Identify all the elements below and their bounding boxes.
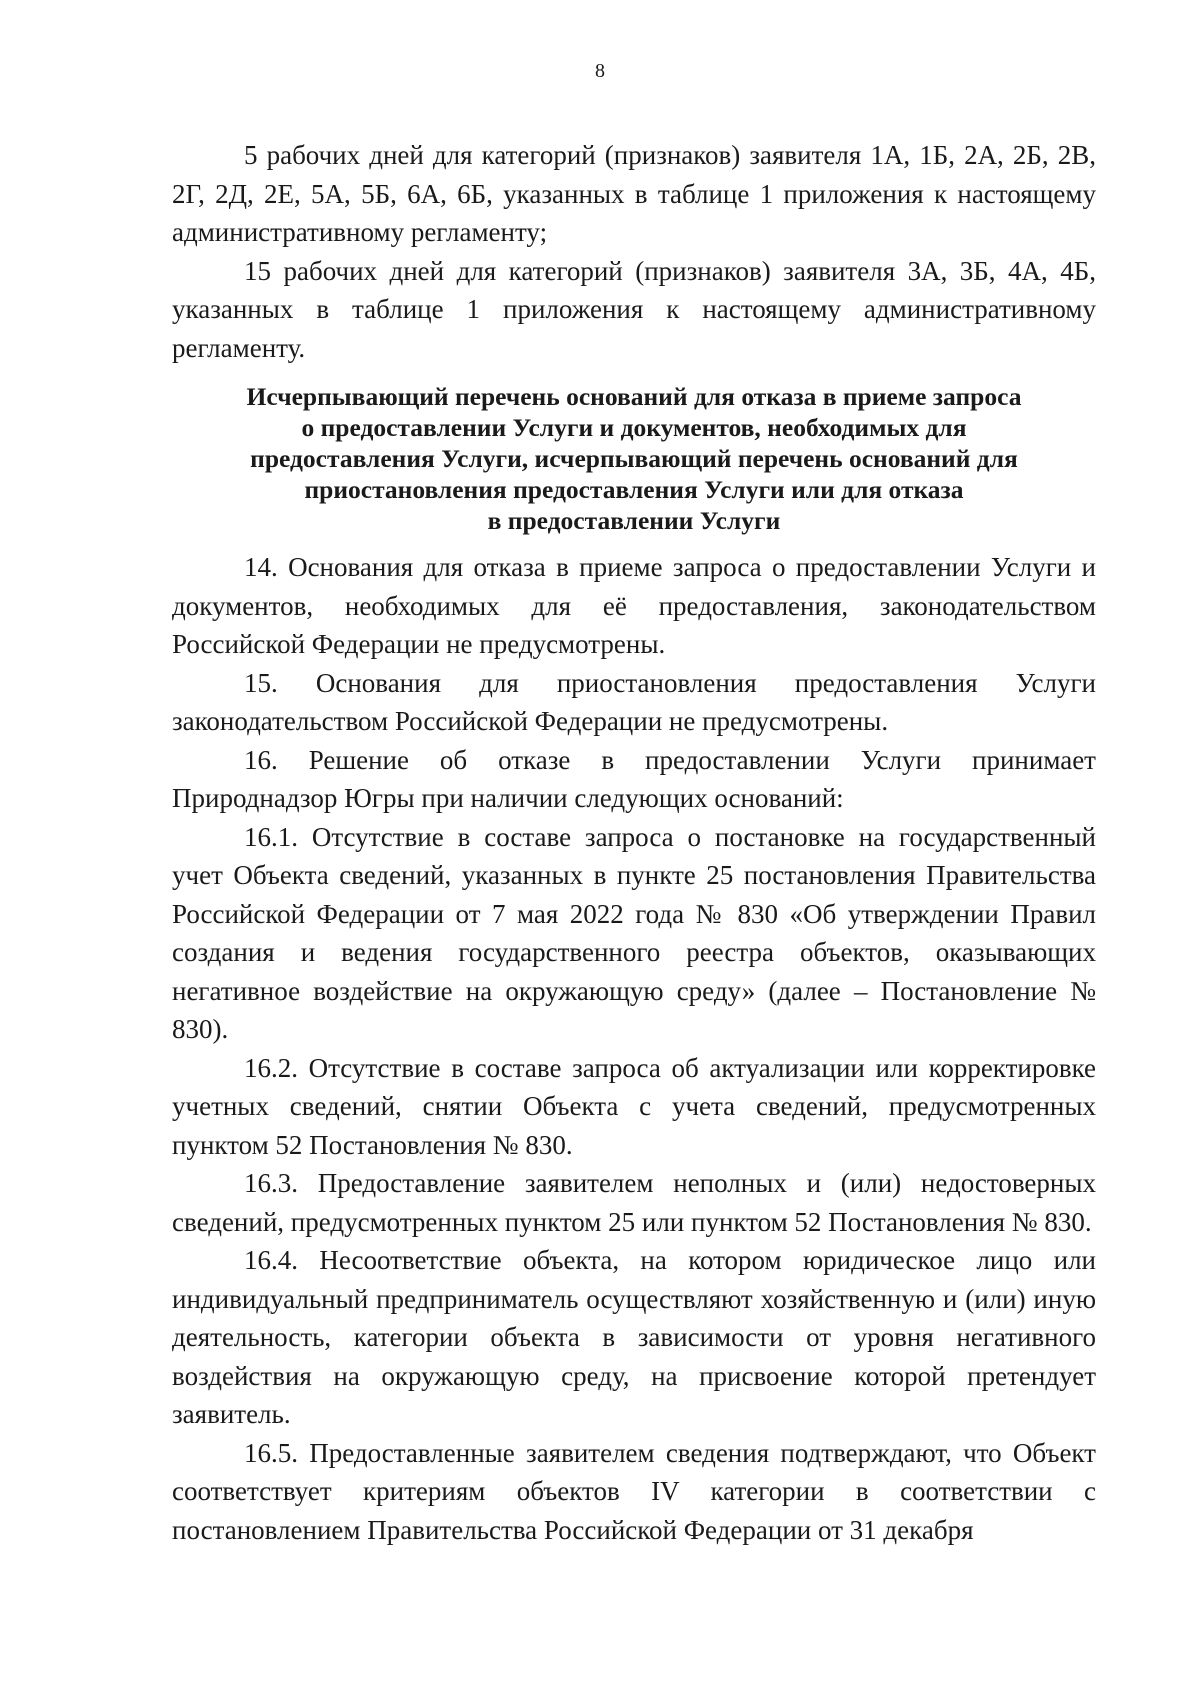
clause-16: 16. Решение об отказе в предоставлении Услуги принимает Природнадзор Югры при наличии следующих оснований:	[172, 744, 1096, 813]
page-number: 8	[595, 60, 605, 82]
heading-line: о предоставлении Услуги и документов, необходимых для	[301, 413, 967, 442]
clause-14: 14. Основания для отказа в приеме запроса о предоставлении Услуги и документов, необходимых для её предоставления, законодательством Российской Федерации не предусмотрены.	[172, 552, 1096, 659]
clause-16-5: 16.5. Предоставленные заявителем сведения подтверждают, что Объект соответствует критериям объектов IV категории в соответствии с постановлением Правительства Российской Федерации от 31 декабря	[172, 1437, 1096, 1545]
heading-line: предоставления Услуги, исчерпывающий перечень оснований для	[250, 444, 1018, 473]
heading-line: в предоставлении Услуги	[487, 506, 781, 535]
clause-16-2: 16.2. Отсутствие в составе запроса об актуализации или корректировке учетных сведений, снятии Объекта с учета сведений, предусмотренных пунктом 52 Постановления № 830.	[172, 1052, 1096, 1160]
clause-16-4: 16.4. Несоответствие объекта, на котором юридическое лицо или индивидуальный предприниматель осуществляют хозяйственную и (или) иную деятельность, категории объекта в зависимости от уровня негативного воздействия на окружающую среду, на присвоение которой претендует заявитель.	[172, 1245, 1096, 1429]
heading-line: приостановления предоставления Услуги или для отказа	[304, 475, 964, 504]
clause-15: 15. Основания для приостановления предоставления Услуги законодательством Российской Федерации не предусмотрены.	[172, 667, 1096, 736]
clause-16-1: 16.1. Отсутствие в составе запроса о постановке на государственный учет Объекта сведений, указанных в пункте 25 постановления Правительства Российской Федерации от 7 мая 2022 года № 830 «Об утверждении Правил создания и ведения государственного реестра объектов, оказывающих негативное воздействие на окружающую среду» (далее – Постановление № 830).	[172, 821, 1096, 1044]
clause-16-3: 16.3. Предоставление заявителем неполных и (или) недостоверных сведений, предусмотренных пунктом 25 или пунктом 52 Постановления № 830.	[172, 1168, 1096, 1237]
heading-line: Исчерпывающий перечень оснований для отказа в приеме запроса	[246, 382, 1022, 411]
paragraph-deadline-15-days: 15 рабочих дней для категорий (признаков) заявителя 3А, 3Б, 4А, 4Б, указанных в таблице 1 приложения к настоящему административному регламенту.	[172, 255, 1096, 363]
paragraph-deadline-5-days: 5 рабочих дней для категорий (признаков) заявителя 1А, 1Б, 2А, 2Б, 2В, 2Г, 2Д, 2Е, 5А, 5Б, 6А, 6Б, указанных в таблице 1 приложения к настоящему административному регламенту;	[172, 140, 1096, 247]
section-heading	[172, 381, 1096, 536]
document-body	[172, 136, 1096, 1549]
